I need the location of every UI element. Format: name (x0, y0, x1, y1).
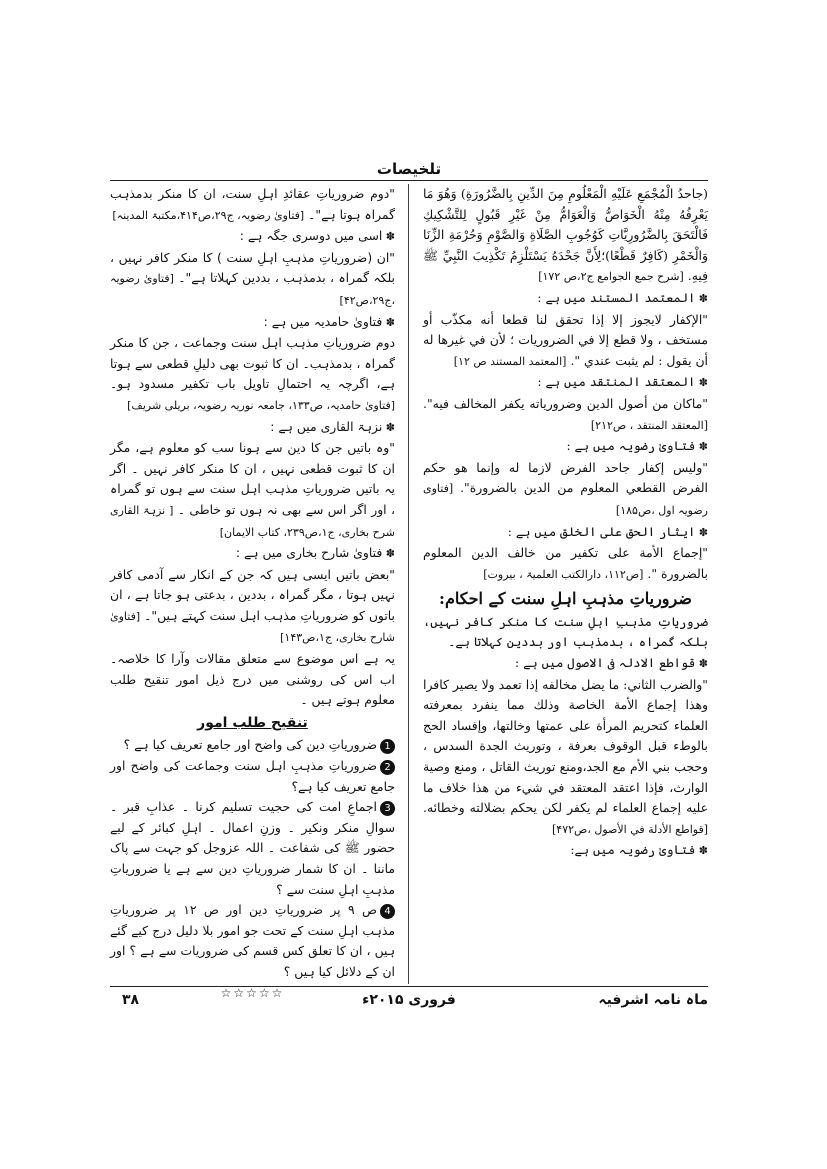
header-rule (110, 180, 708, 181)
source-heading: ✽ اسی میں دوسری جگہ ہے : (110, 226, 395, 248)
end-stars: ☆☆☆☆☆ (220, 985, 285, 1000)
question-item (110, 900, 395, 982)
paragraph (110, 248, 395, 312)
source-heading: ✽ فتاویٰ شارح بخاری میں ہے : (110, 543, 395, 565)
question-text: ص ۹ پر ضروریاتِ دین اور ص ۱۲ پر ضروریاتِ مذہب اہلِ سنت کے تحت جو امور بلا دلیل درج کیے گئے ہیں ، ان کا تعلق کس قسم کی ضروریات سے ہے ؟ اور ان کے دلائل کیا ہیں ؟ (110, 902, 395, 979)
issue-date: فروری ۲۰۱۵ء (362, 992, 456, 1008)
citation: [فتاویٰ رضویہ، ج۲۹،ص۴۱۴،مکتبۃ المدینہ] (112, 208, 305, 222)
paragraph-text: (جاحدُ الْمُجْمَعِ عَلَيْهِ الْمَعْلُومِ مِنَ الدِّينِ بِالضَّرُورَةِ) وَهُوَ مَا يَعْرِفُهُ مِنْهُ الْخَوَاصُّ وَالْعَوَامُّ مِنْ غَيْرِ قَبُولٍ لِلتَّشْكِيكِ فَالْتَحَقَ بِالضَّرُورِيَّاتِ كَوُجُوبِ الصَّلَاةِ وَالصَّوْمِ وَحُرْمَةِ الزِّنَا وَالْخَمْرِ (كَافِرٌ قَطْعًا)؛لِأَنَّ جَحْدَهُ يَسْتَلْزِمُ تَكْذِيبَ النَّبِيِّ ﷺ فِيهِ. (423, 186, 708, 284)
paragraph-text: "والضرب الثاني: ما يضل مخالفه إذا تعمد ولا يصير كافرا وهذا إجماع الأمة الخاصة وذلك مما ينفرد بمعرفته العلماء كتحريم المرأة على عمتها وخالتها، وإفساد الحج بالوطء قبل الوقوف بعرفة ، وتوريث الجدة السدس ، وحجب بني الأم مع الجد،ومنع توريث القاتل ، ومنع وصية الوارث، فإذا اعتقد المعتقد في شيء من هذا خلاف ما عليه إجماع العلماء لم يكفر لكن يحكم بضلالته وخطائه. (423, 676, 708, 816)
paragraph (110, 438, 395, 543)
document-page (110, 160, 708, 1030)
citation: [فتاویٰ حامدیہ، ص۱۳۳، جامعہ نوریہ رضویہ، بریلی شریف] (127, 398, 395, 412)
source-heading: ✽ فتاویٰ رضویہ میں ہے : (423, 436, 708, 458)
paragraph (423, 394, 708, 436)
paragraph-text: "وہ باتیں جن کا دین سے ہونا سب کو معلوم ہے، مگر ان کا ثبوت قطعی نہیں ، ان کا منکر کافر نہیں ۔ اگر یہ باتیں ضروریاتِ مذہب اہل سنت سے ہوں تو گمراہ ، اور اگر اس سے بھی نہ ہوں تو خاطی ۔ (110, 440, 395, 517)
paragraph (110, 565, 395, 649)
paragraph (110, 333, 395, 416)
page-number: ۳۸ (122, 992, 140, 1008)
magazine-name: ماہ نامہ اشرفیہ (598, 992, 708, 1008)
citation: [فتاویٰ شارح بخاری، ج۱،ص۱۴۳] (110, 609, 395, 645)
paragraph (423, 458, 708, 522)
question-number: 2 (380, 760, 395, 775)
source-heading: ✽ نزہۃ القاری میں ہے : (110, 417, 395, 439)
paragraph (423, 675, 708, 841)
citation: [شرح جمع الجوامع ج۲،ص ۱۷۲] (538, 270, 684, 284)
paragraph (423, 184, 708, 288)
paragraph (423, 543, 708, 585)
source-heading: ✽ فتاویٰ رضویہ میں ہے: (423, 840, 708, 862)
paragraph-text: ضروریاتِ مذہبِ اہلِ سنت کا منکر کافر نہیں، بلکہ گمراہ ، بدمذہب اور بددین کہلاتا ہے۔ (423, 613, 708, 650)
paragraph-text: "دوم ضروریاتِ عقائدِ اہلِ سنت، ان کا منکر بدمذہب گمراہ ہوتا ہے"۔ (110, 186, 395, 222)
question-number: 3 (380, 801, 395, 816)
section-heading: ضروریاتِ مذہبِ اہلِ سنت کے احکام: (439, 589, 692, 609)
page-header-title: تلخیصات (376, 160, 442, 178)
source-heading: ✽ المعتقد المنتقد میں ہے : (423, 372, 708, 394)
paragraph-text: "وليس إكفار جاحد الفرض لازما له وإنما هو حكم الفرض القطعي المعلوم من الدين بالضرورة". (423, 459, 708, 496)
paragraph-text: "إجماع الأمة على تكفير من خالف الدين المعلوم بالضرورة ". (423, 545, 708, 581)
question-text: ضروریاتِ مذہبِ اہل سنت وجماعت کی واضح اور جامع تعریف کیا ہے؟ (110, 758, 395, 794)
question-number: 1 (380, 739, 395, 754)
paragraph-text: دوم ضروریاتِ مذہب اہل سنت وجماعت ، جن کا منکر گمراہ ، بدمذہب۔ ان کا ثبوت بھی دلیلِ قطعی سے ہوتا ہے، اگرچہ یہ احتمالِ تاویل باب تکفیر مسدود ہو۔ (110, 335, 395, 392)
right-column (423, 184, 708, 984)
citation: [ص۱۱۲، دارالکتب العلمیۃ ، بیروت] (483, 567, 644, 581)
source-heading: ✽ فتاویٰ حامدیہ میں ہے : (110, 312, 395, 334)
citation: [قواطع الأدلة في الأصول ،ص۴۷۲] (551, 822, 708, 836)
paragraph-text: "ان (ضروریاتِ مذہبِ اہلِ سنت ) کا منکر کافر نہیں ، بلکہ گمراہ ، بدمذہب ، بددین کہلاتا ہے"۔ (110, 249, 395, 286)
question-text: ضروریاتِ دین کی واضح اور جامع تعریف کیا ہے ؟ (123, 737, 377, 753)
column-divider (408, 184, 409, 984)
paragraph (110, 184, 395, 226)
paragraph-text: "الإكفار لايجوز إلا إذا تحقق لنا قطعا أنه مكذّب أو مستخف ، ولا قطع إلا في الضروريات ؛ لأن في غيرها له أن يقول : لم يثبت عندي ". (423, 311, 708, 368)
footer-rule (110, 986, 708, 987)
question-number: 4 (380, 904, 395, 919)
paragraph-text: "ماكان من أصول الدين وضرورياته يكفر المخالف فيه". (423, 395, 708, 411)
question-item (110, 797, 395, 900)
question-item (110, 735, 395, 756)
source-heading: ✽ قواطع الادلہ فی الاصول میں ہے : (423, 653, 708, 675)
source-heading: ✽ المعتمد المستند میں ہے : (423, 288, 708, 310)
paragraph-text: "بعض باتیں ایسی ہیں کہ جن کے انکار سے آدمی کافر نہیں ہوتا ، مگر گمراہ ، بددین ، بدعتی ہو جاتا ہے ، ان باتوں کو ضروریاتِ مذہب اہل سنت کہتے ہیں"۔ (110, 566, 395, 623)
citation: [فتاویٰ رضویہ ،ج۲۹،ص۴۲] (110, 272, 395, 307)
citation: [فتاوی رضویہ اول ،ص۱۸۵] (423, 482, 708, 517)
source-heading: ✽ ایثار الحق علی الخلق میں ہے : (423, 522, 708, 544)
citation: [المعتقد المنتقد ، ص۲۱۲] (590, 418, 708, 432)
citation: [ نزہۃ القاری شرح بخاری، ج۱،ص۲۳۹، کتاب الایمان] (110, 503, 395, 539)
paragraph (110, 649, 395, 711)
subsection-heading: تنقیح طلب امور (197, 714, 308, 731)
paragraph (423, 612, 708, 653)
paragraph (423, 310, 708, 373)
paragraph-text: یہ ہے اس موضوع سے متعلق مقالات وآرا کا خلاصہ۔ اب اس کی روشنی میں درج ذیل امور تنقیح طلب معلوم ہوتے ہیں ۔ (110, 651, 395, 708)
question-text: اجماعِ امت کی حجیت تسلیم کرنا ۔ عذابِ قبر ۔ سوالِ منکر ونکیر ۔ وزنِ اعمال ۔ اہلِ کبائر کے لیے حضور ﷺ کی شفاعت ۔ اللہ عزوجل کو جہت سے پاک ماننا ۔ ان کا شمار ضروریاتِ دین سے ہے یا ضروریاتِ مذہبِ اہلِ سنت سے ؟ (110, 799, 395, 897)
citation: [المعتمد المستند ص ۱۲] (453, 354, 567, 368)
question-item (110, 756, 395, 797)
